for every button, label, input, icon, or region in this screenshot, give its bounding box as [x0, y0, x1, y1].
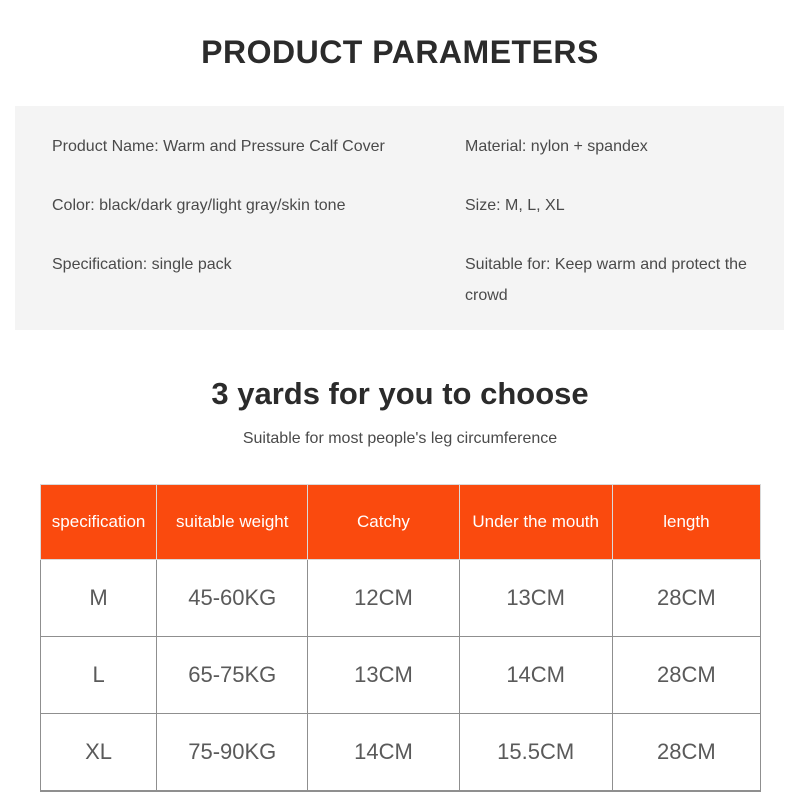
cell-size: M — [41, 560, 157, 637]
param-suitable-for: Suitable for: Keep warm and protect the crowd — [465, 256, 747, 304]
header-catchy: Catchy — [308, 485, 459, 560]
cell-length: 28CM — [612, 560, 760, 637]
param-specification: Specification: single pack — [52, 256, 232, 273]
cell-catchy: 14CM — [308, 714, 459, 792]
table-row — [41, 560, 761, 637]
cell-under-the-mouth: 13CM — [459, 560, 612, 637]
product-parameters-title: PRODUCT PARAMETERS — [201, 34, 599, 70]
choose-subtitle: Suitable for most people's leg circumference — [242, 430, 558, 447]
cell-under-the-mouth: 15.5CM — [459, 714, 612, 792]
cell-under-the-mouth: 14CM — [459, 637, 612, 714]
table-header-row — [41, 485, 761, 560]
param-product-name: Product Name: Warm and Pressure Calf Cover — [52, 138, 385, 155]
header-suitable-weight: suitable weight — [157, 485, 308, 560]
table-row — [41, 714, 761, 792]
cell-weight: 75-90KG — [157, 714, 308, 792]
cell-catchy: 12CM — [308, 560, 459, 637]
table-row — [41, 637, 761, 714]
cell-weight: 45-60KG — [157, 560, 308, 637]
product-parameters-panel — [15, 106, 784, 330]
cell-size: XL — [41, 714, 157, 792]
cell-length: 28CM — [612, 637, 760, 714]
param-size: Size: M, L, XL — [465, 197, 565, 214]
cell-catchy: 13CM — [308, 637, 459, 714]
choose-title: 3 yards for you to choose — [211, 376, 589, 411]
header-specification: specification — [41, 485, 157, 560]
cell-size: L — [41, 637, 157, 714]
param-material: Material: nylon + spandex — [465, 138, 648, 155]
param-color: Color: black/dark gray/light gray/skin tone — [52, 197, 346, 214]
cell-length: 28CM — [612, 714, 760, 792]
cell-weight: 65-75KG — [157, 637, 308, 714]
size-table — [40, 484, 761, 792]
header-length: length — [612, 485, 760, 560]
header-under-the-mouth: Under the mouth — [459, 485, 612, 560]
